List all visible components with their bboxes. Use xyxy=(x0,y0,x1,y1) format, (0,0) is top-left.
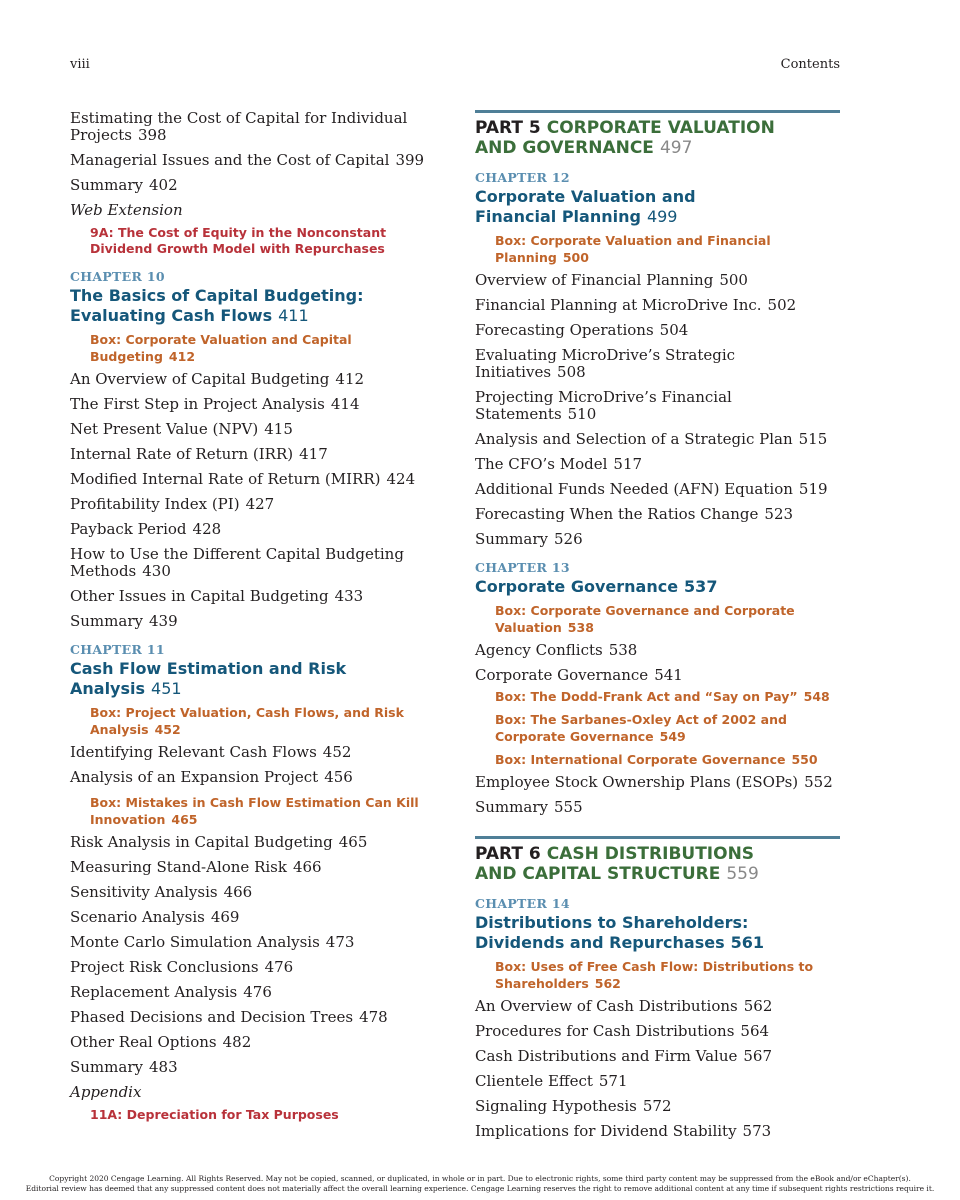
toc-entry[interactable] xyxy=(70,1059,440,1076)
toc-entry[interactable] xyxy=(70,859,440,876)
chapter-13-box[interactable]: Box: Corporate Governance and Corporate Valuation 538 xyxy=(495,603,795,635)
toc-entry[interactable] xyxy=(70,934,440,951)
toc-entry-page: 571 xyxy=(598,1072,628,1090)
toc-entry-page: 483 xyxy=(148,1058,178,1076)
toc-entry[interactable]: Agency Conflicts 538 xyxy=(475,641,638,659)
toc-entry-page: 482 xyxy=(222,1033,252,1051)
toc-entry-text: Financial Planning at MicroDrive Inc. xyxy=(475,296,762,314)
toc-entry[interactable] xyxy=(70,421,440,438)
toc-entry-text: Summary xyxy=(70,612,143,630)
chapter-13-box[interactable]: Box: The Sarbanes-Oxley Act of 2002 and Corporate Governance 549 xyxy=(495,712,787,744)
chapter-10-label: CHAPTER 10 xyxy=(70,269,165,284)
appendix-item[interactable]: 11A: Depreciation for Tax Purposes xyxy=(90,1107,339,1122)
toc-entry[interactable] xyxy=(475,1048,840,1065)
toc-entry-page: 552 xyxy=(804,773,833,791)
toc-entry[interactable] xyxy=(475,389,840,423)
chapter-13-box[interactable]: Box: The Dodd-Frank Act and “Say on Pay” 548 xyxy=(495,689,830,704)
toc-entry[interactable] xyxy=(475,431,840,448)
toc-entry-page: 428 xyxy=(192,520,222,538)
toc-entry-page: 466 xyxy=(292,858,322,876)
chapter-13-title[interactable]: Corporate Governance 537 xyxy=(475,577,718,596)
toc-entry-text: Other Issues in Capital Budgeting xyxy=(70,587,329,605)
toc-entry-page: 517 xyxy=(613,455,643,473)
toc-entry-text: Signaling Hypothesis xyxy=(475,1097,637,1115)
toc-entry-text: Employee Stock Ownership Plans (ESOPs) xyxy=(475,773,799,791)
appendix-label: Appendix xyxy=(70,1083,142,1101)
toc-entry[interactable] xyxy=(70,1034,440,1051)
toc-entry-text: The CFO’s Model xyxy=(475,455,608,473)
toc-entry-page: 412 xyxy=(335,370,365,388)
toc-entry-page: 502 xyxy=(767,296,797,314)
toc-entry-page: 473 xyxy=(325,933,355,951)
toc-entry-text: An Overview of Capital Budgeting xyxy=(70,370,330,388)
toc-entry-text: Projecting MicroDrive’s Financial Statements xyxy=(475,388,732,423)
toc-entry-page: 433 xyxy=(334,587,364,605)
toc-entry-text: Managerial Issues and the Cost of Capital xyxy=(70,151,390,169)
toc-entry[interactable] xyxy=(475,774,840,791)
toc-entry[interactable] xyxy=(70,546,440,580)
part-6-header[interactable]: PART 6 CASH DISTRIBUTIONS AND CAPITAL STRUCTURE 559 xyxy=(475,836,840,884)
toc-entry-text: Evaluating MicroDrive’s Strategic Initiatives xyxy=(475,346,736,381)
toc-entry[interactable] xyxy=(70,613,440,630)
toc-entry-text: Summary xyxy=(70,176,143,194)
toc-entry-text: Cash Distributions and Firm Value xyxy=(475,1047,738,1065)
toc-left-column xyxy=(70,110,440,1131)
toc-entry-page: 519 xyxy=(798,480,828,498)
toc-entry-page: 504 xyxy=(659,321,689,339)
toc-entry[interactable] xyxy=(475,506,840,523)
toc-entry-group xyxy=(70,744,440,786)
toc-entry[interactable]: Corporate Governance 541 xyxy=(475,666,683,684)
chapter-13-label: CHAPTER 13 xyxy=(475,560,570,575)
toc-entry-text: Other Real Options xyxy=(70,1033,217,1051)
toc-entry-page: 515 xyxy=(798,430,828,448)
toc-entry-text: Analysis and Selection of a Strategic Plan xyxy=(475,430,793,448)
toc-entry-page: 427 xyxy=(245,495,275,513)
toc-entry[interactable] xyxy=(70,371,440,388)
toc-entry[interactable] xyxy=(70,744,440,761)
toc-entry[interactable] xyxy=(70,177,440,194)
chapter-12-label: CHAPTER 12 xyxy=(475,170,570,185)
toc-entry-text: Procedures for Cash Distributions xyxy=(475,1022,735,1040)
chapter-10-title[interactable]: The Basics of Capital Budgeting: Evaluating Cash Flows 411 xyxy=(70,286,364,325)
toc-entry[interactable] xyxy=(70,152,440,169)
toc-entry[interactable] xyxy=(475,481,840,498)
toc-entry[interactable] xyxy=(70,909,440,926)
toc-entry-text: Monte Carlo Simulation Analysis xyxy=(70,933,320,951)
toc-entry[interactable] xyxy=(475,322,840,339)
toc-entry-text: Forecasting When the Ratios Change xyxy=(475,505,759,523)
toc-entry-page: 466 xyxy=(223,883,253,901)
toc-entry-page: 508 xyxy=(557,363,586,381)
toc-entry-group xyxy=(70,834,440,1076)
chapter-12-title[interactable]: Corporate Valuation and Financial Planning 499 xyxy=(475,187,696,226)
toc-entry-text: Measuring Stand-Alone Risk xyxy=(70,858,287,876)
toc-entry-text: Additional Funds Needed (AFN) Equation xyxy=(475,480,793,498)
toc-entry-text: Implications for Dividend Stability xyxy=(475,1122,737,1140)
toc-entry-text: Scenario Analysis xyxy=(70,908,205,926)
chapter-14-title[interactable]: Distributions to Shareholders: Dividends and Repurchases 561 xyxy=(475,913,765,952)
toc-entry-page: 510 xyxy=(567,405,597,423)
web-extension-label: Web Extension xyxy=(70,201,183,219)
chapter-10-box[interactable]: Box: Corporate Valuation and Capital Budgeting 412 xyxy=(90,332,352,364)
web-extension-item[interactable]: 9A: The Cost of Equity in the Nonconstant Dividend Growth Model with Repurchases xyxy=(90,225,387,256)
toc-entry-text: Risk Analysis in Capital Budgeting xyxy=(70,833,333,851)
toc-entry-page: 452 xyxy=(322,743,352,761)
chapter-14-box[interactable]: Box: Uses of Free Cash Flow: Distributions to Shareholders 562 xyxy=(495,959,814,991)
toc-right-column xyxy=(475,110,840,1148)
toc-entry-page: 572 xyxy=(642,1097,672,1115)
toc-entry-group xyxy=(475,998,840,1140)
toc-entry-page: 526 xyxy=(553,530,583,548)
chapter-14-label: CHAPTER 14 xyxy=(475,896,570,911)
toc-entry-text: Payback Period xyxy=(70,520,187,538)
toc-entry-page: 564 xyxy=(740,1022,770,1040)
toc-entry-page: 402 xyxy=(148,176,178,194)
toc-entry[interactable] xyxy=(70,959,440,976)
copyright-footer xyxy=(0,1174,960,1194)
toc-entry[interactable] xyxy=(475,297,840,314)
copyright-line: Editorial review has deemed that any suppressed content does not materially affect the overall learning experience. Cengage Learning reserves the right to remove additional content at any time if subsequent rights restrictions require it. xyxy=(25,1184,935,1193)
toc-entry[interactable] xyxy=(475,1023,840,1040)
toc-entry-text: Analysis of an Expansion Project xyxy=(70,768,319,786)
toc-entry-text: Phased Decisions and Decision Trees xyxy=(70,1008,354,1026)
toc-entry-text: Summary xyxy=(70,1058,143,1076)
toc-entry-text: Clientele Effect xyxy=(475,1072,593,1090)
toc-entry[interactable] xyxy=(475,456,840,473)
toc-entry-page: 476 xyxy=(264,958,294,976)
toc-entry[interactable] xyxy=(70,496,440,513)
part-5-header[interactable]: PART 5 CORPORATE VALUATION AND GOVERNANCE 497 xyxy=(475,110,840,158)
toc-entry-text: How to Use the Different Capital Budgeting Methods xyxy=(70,545,404,580)
toc-entry-page: 465 xyxy=(338,833,368,851)
toc-entry-page: 439 xyxy=(148,612,178,630)
toc-entry[interactable] xyxy=(70,588,440,605)
toc-entry-text: Sensitivity Analysis xyxy=(70,883,218,901)
toc-entry-page: 567 xyxy=(743,1047,773,1065)
toc-entry-page: 500 xyxy=(719,271,748,289)
toc-entry[interactable] xyxy=(475,799,840,816)
toc-entry-page: 399 xyxy=(395,151,425,169)
toc-entry-page: 555 xyxy=(553,798,583,816)
toc-entry[interactable] xyxy=(70,396,440,413)
toc-entry-text: Internal Rate of Return (IRR) xyxy=(70,445,294,463)
chapter-11-title[interactable]: Cash Flow Estimation and Risk Analysis 451 xyxy=(70,659,347,698)
toc-entry[interactable] xyxy=(70,471,440,488)
toc-entry[interactable] xyxy=(70,446,440,463)
toc-entry-text: Profitability Index (PI) xyxy=(70,495,240,513)
toc-entry-text: Summary xyxy=(475,798,548,816)
toc-entry-text: Estimating the Cost of Capital for Individual Projects xyxy=(70,109,408,144)
toc-entry[interactable] xyxy=(475,272,840,289)
copyright-line: Copyright 2020 Cengage Learning. All Rights Reserved. May not be copied, scanned, or duplicated, in whole or in part. Due to electronic rights, some third party content may be suppressed from the eBook and/or eChapter(s). xyxy=(49,1174,911,1183)
toc-entry-text: Net Present Value (NPV) xyxy=(70,420,259,438)
toc-entry-page: 476 xyxy=(243,983,272,1001)
page-number: viii xyxy=(70,57,90,72)
toc-entry-page: 414 xyxy=(330,395,360,413)
toc-entry-page: 430 xyxy=(142,562,171,580)
toc-entry-page: 573 xyxy=(742,1122,772,1140)
toc-entry-group xyxy=(70,371,440,630)
toc-entry-text: The First Step in Project Analysis xyxy=(70,395,325,413)
toc-entry[interactable] xyxy=(475,998,840,1015)
toc-entry-page: 415 xyxy=(264,420,293,438)
toc-entry-text: Overview of Financial Planning xyxy=(475,271,714,289)
toc-entry[interactable] xyxy=(475,1123,840,1140)
toc-entry-page: 478 xyxy=(359,1008,388,1026)
toc-entry-text: An Overview of Cash Distributions xyxy=(475,997,738,1015)
toc-entry-text: Project Risk Conclusions xyxy=(70,958,259,976)
toc-entry-group xyxy=(70,110,440,194)
toc-entry-group xyxy=(475,272,840,548)
toc-entry-page: 469 xyxy=(210,908,240,926)
toc-entry-page: 398 xyxy=(137,126,167,144)
toc-entry[interactable] xyxy=(70,1009,440,1026)
chapter-11-box[interactable]: Box: Project Valuation, Cash Flows, and Risk Analysis 452 xyxy=(90,705,404,737)
toc-entry[interactable] xyxy=(475,1098,840,1115)
toc-entry-text: Summary xyxy=(475,530,548,548)
chapter-11-label: CHAPTER 11 xyxy=(70,642,165,657)
toc-entry-text: Modified Internal Rate of Return (MIRR) xyxy=(70,470,381,488)
chapter-11-box[interactable]: Box: Mistakes in Cash Flow Estimation Can Kill Innovation 465 xyxy=(90,795,419,827)
chapter-12-box[interactable]: Box: Corporate Valuation and Financial Planning 500 xyxy=(495,233,771,265)
toc-entry[interactable] xyxy=(70,984,440,1001)
toc-entry[interactable] xyxy=(70,769,440,786)
toc-entry-text: Forecasting Operations xyxy=(475,321,654,339)
toc-entry[interactable] xyxy=(475,531,840,548)
toc-entry-page: 456 xyxy=(324,768,353,786)
toc-entry-page: 523 xyxy=(764,505,794,523)
toc-entry[interactable] xyxy=(70,521,440,538)
toc-entry-text: Replacement Analysis xyxy=(70,983,238,1001)
toc-entry[interactable] xyxy=(70,834,440,851)
toc-entry[interactable] xyxy=(70,110,440,144)
toc-entry[interactable] xyxy=(70,884,440,901)
toc-entry-group xyxy=(475,774,840,816)
toc-entry[interactable] xyxy=(475,347,840,381)
toc-entry[interactable] xyxy=(475,1073,840,1090)
toc-entry-page: 424 xyxy=(386,470,416,488)
toc-entry-text: Identifying Relevant Cash Flows xyxy=(70,743,317,761)
running-head: Contents xyxy=(780,57,840,72)
toc-entry-page: 417 xyxy=(299,445,328,463)
toc-entry-page: 562 xyxy=(743,997,773,1015)
chapter-13-box[interactable]: Box: International Corporate Governance 550 xyxy=(495,752,818,767)
